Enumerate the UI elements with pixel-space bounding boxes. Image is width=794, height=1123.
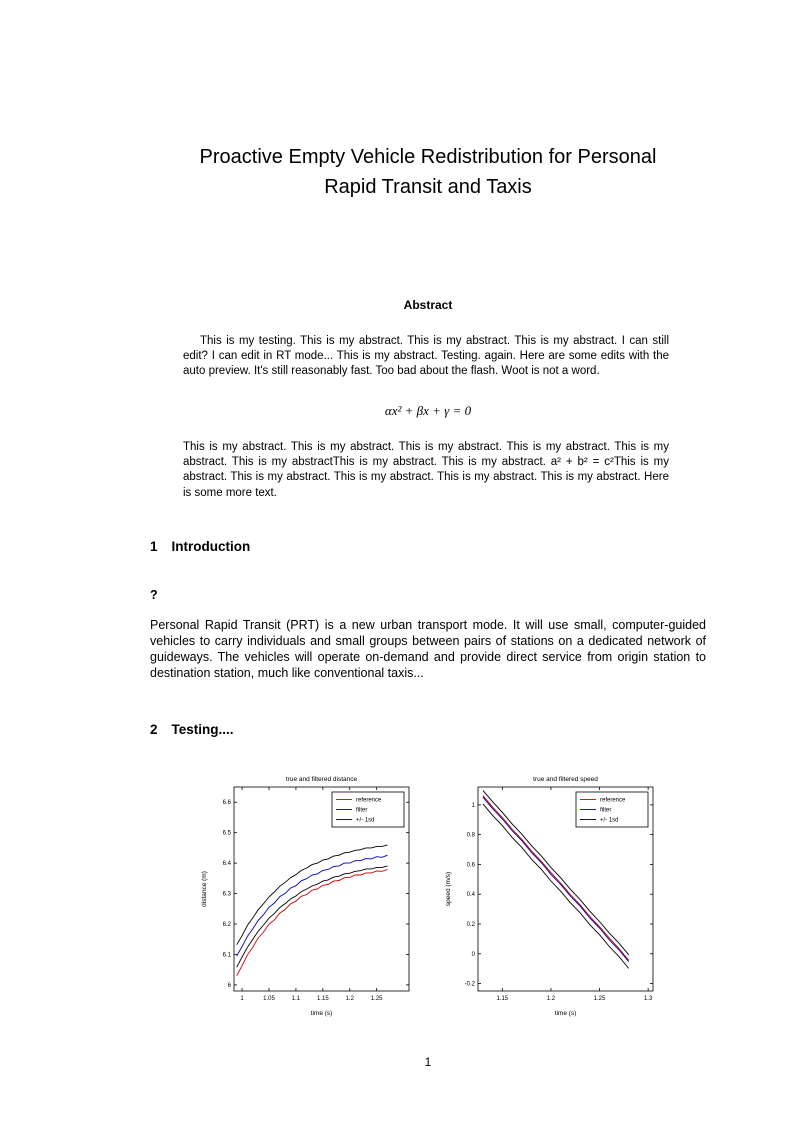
distance-chart — [197, 772, 415, 1020]
title-block — [150, 142, 706, 202]
y-tick-label: 6.4 — [222, 861, 231, 868]
x-tick-label: 1 — [240, 996, 244, 1002]
y-tick-label: -0.2 — [464, 981, 475, 988]
x-tick-label: 1.25 — [593, 996, 606, 1002]
x-tick-label: 1.1 — [291, 996, 301, 1002]
legend-label: filter — [600, 807, 612, 814]
y-tick-label: 0.8 — [466, 832, 475, 839]
legend-label: reference — [600, 797, 626, 804]
y-tick-label: 1 — [471, 802, 475, 809]
y-tick-label: 0.6 — [466, 862, 475, 869]
y-tick-label: 0 — [471, 951, 475, 958]
display-equation: αx² + βx + γ = 0 — [384, 403, 472, 418]
legend-label: +/- 1sd — [600, 817, 619, 824]
y-tick-label: 6.6 — [222, 800, 231, 807]
chart-title: true and filtered distance — [285, 776, 358, 783]
x-axis-label: time (s) — [310, 1010, 333, 1017]
section-title: Testing.... — [171, 722, 234, 737]
question-mark-heading: ? — [150, 588, 158, 602]
abstract-paragraph-1: This is my testing. This is my abstract. This is my abstract. This is my abstract. I can still edit? I can edit in RT mode... This is my abstract. Testing. again. Here are some edits with the auto preview. It's still reasonably fast. Too bad about the flash. Woot is not a word. — [183, 335, 669, 378]
y-tick-label: 6.2 — [222, 922, 231, 929]
figure-row — [150, 772, 706, 1020]
x-tick-label: 1.2 — [546, 996, 556, 1002]
legend-label: +/- 1sd — [356, 817, 375, 824]
x-axis-label: time (s) — [554, 1010, 577, 1017]
y-tick-label: 0.4 — [466, 892, 475, 899]
section-number: 2 — [150, 722, 158, 737]
introduction-paragraph: Personal Rapid Transit (PRT) is a new urban transport mode. It will use small, computer-guided vehicles to carry individuals and small groups between pairs of stations on a dedicated network of guideways. The vehicles will operate on-demand and provide direct service from origin station to destination station, much like conventional taxis... — [150, 618, 706, 680]
section-heading-introduction — [150, 539, 250, 554]
y-axis-label: speed (m/s) — [445, 871, 452, 907]
y-tick-label: 6.1 — [222, 952, 231, 959]
x-tick-label: 1.3 — [643, 996, 653, 1002]
y-tick-label: 6.5 — [222, 830, 231, 837]
y-tick-label: 0.2 — [466, 921, 475, 928]
x-tick-label: 1.15 — [496, 996, 509, 1002]
section-number: 1 — [150, 539, 158, 554]
y-tick-label: 6.3 — [222, 891, 231, 898]
x-tick-label: 1.15 — [317, 996, 329, 1002]
x-tick-label: 1.05 — [263, 996, 275, 1002]
section-title: Introduction — [171, 539, 251, 554]
legend-label: filter — [356, 807, 368, 814]
speed-chart — [441, 772, 659, 1020]
section-heading-testing — [150, 722, 234, 737]
x-tick-label: 1.2 — [345, 996, 354, 1002]
y-tick-label: 6 — [227, 982, 231, 989]
chart-title: true and filtered speed — [533, 776, 598, 783]
abstract-paragraph-2: This is my abstract. This is my abstract. This is my abstract. This is my abstract. This is my abstract. This is my abstractThis is my abstract. This is my abstract. a² + b² = c²This is my abstract. This is my abstract. This is my abstract. This is my abstract. This is my abstract. Here is some more text. — [183, 441, 669, 499]
paper-title-line-2: Rapid Transit and Taxis — [324, 176, 532, 198]
y-axis-label: distance (m) — [201, 871, 208, 907]
x-tick-label: 1.25 — [370, 996, 383, 1002]
page-number: 1 — [424, 1055, 432, 1069]
paper-title-line-1: Proactive Empty Vehicle Redistribution for Personal — [199, 146, 657, 168]
legend-label: reference — [356, 797, 382, 804]
abstract-heading: Abstract — [403, 298, 453, 312]
